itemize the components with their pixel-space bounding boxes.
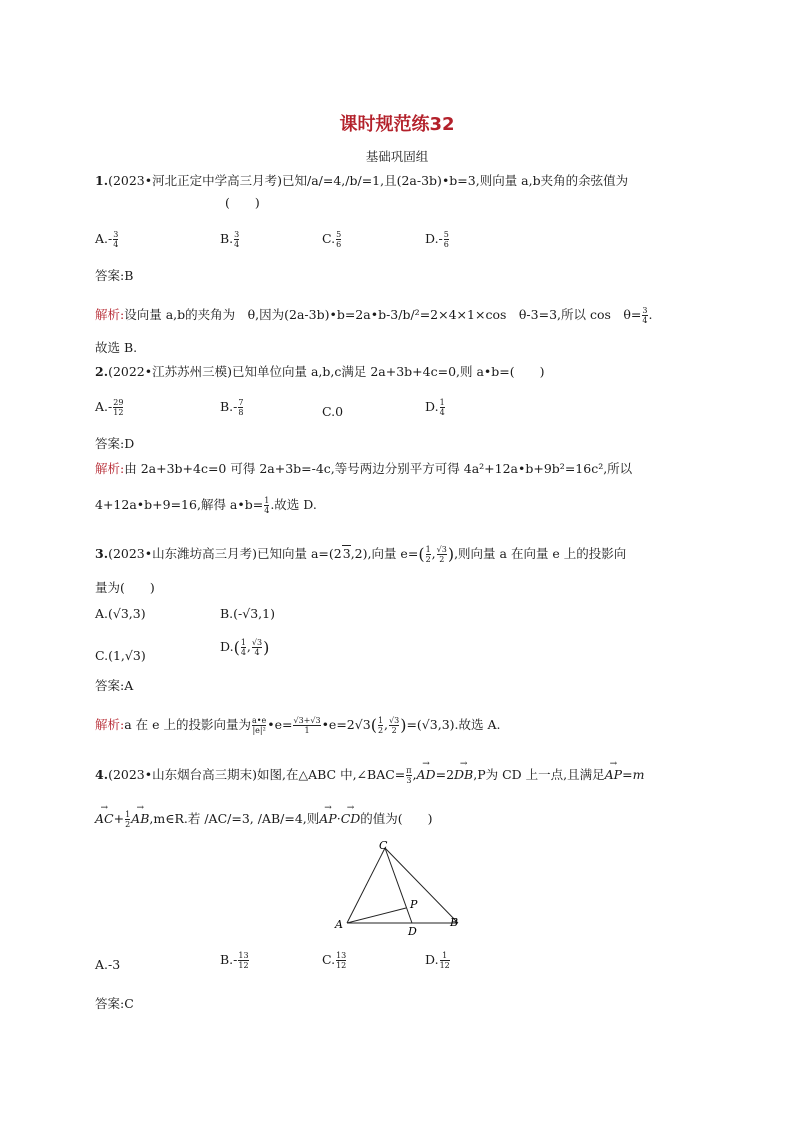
q1-option-d: D.- $\frac{5}{6}$ xyxy=(425,230,449,249)
q2-option-c: C.0 xyxy=(322,404,344,419)
q2-answer: 答案:D xyxy=(95,436,135,451)
page-title: 课时规范练32 xyxy=(339,114,455,135)
q3-option-a: A.(√3,3) xyxy=(95,606,146,621)
q1-blank: ( ) xyxy=(225,195,260,210)
q2-option-a: A.- $\frac{29}{12}$ xyxy=(95,398,124,417)
q4-option-d: D. $\frac{1}{12}$ xyxy=(425,951,450,970)
q1-option-c: C. $\frac{5}{6}$ xyxy=(322,230,342,249)
q4-answer: 答案:C xyxy=(95,996,134,1011)
q1-analysis-conclusion: 故选 B. xyxy=(95,340,138,355)
q1-answer: 答案:B xyxy=(95,268,134,283)
q3-option-d: D.( $\frac{1}{4}$ , $\frac{√3}{4}$ ) xyxy=(220,638,270,657)
q2-option-b: B.- $\frac{7}{8}$ xyxy=(220,398,244,417)
q1-stem: 1.(2023•河北正定中学高三月考)已知/a/=4,/b/=1,且(2a-3b)•b=3,则向量 a,b夹角的余弦值为 xyxy=(95,173,629,188)
q2-stem: 2.(2022•江苏苏州三模)已知单位向量 a,b,c满足 2a+3b+4c=0,则 a•b=( ) xyxy=(95,364,545,379)
label-b: B xyxy=(450,916,459,929)
label-d: D xyxy=(408,925,417,938)
q3-stem-line2: 量为( ) xyxy=(95,580,155,595)
triangle-figure xyxy=(330,838,470,938)
q4-option-b: B.- $\frac{13}{12}$ xyxy=(220,951,249,970)
q3-answer: 答案:A xyxy=(95,678,134,693)
q2-option-d: D. $\frac{1}{4}$ xyxy=(425,398,445,417)
q4-option-a: A.-3 xyxy=(95,957,121,972)
q2-analysis: 解析:由 2a+3b+4c=0 可得 2a+3b=-4c,等号两边分别平方可得 4a²+12a•b+9b²=16c²,所以 xyxy=(95,461,633,476)
q3-analysis: 解析:a 在 e 上的投影向量为 $\frac{a•e}{\text{|e|²}}$ •e= $\frac{√3+√3}{1}$ •e=2√3( $\frac{1}{2}$ , $\frac{√3}{2}$ )=(√3,3).故选 A. xyxy=(95,715,501,735)
label-a: A xyxy=(335,918,343,931)
q1-analysis: 解析:设向量 a,b的夹角为 θ,因为(2a-3b)•b=2a•b-3/b/²=2×4×1×cos θ-3=3,所以 cos θ= $\frac{3}{4}$ . xyxy=(95,306,653,325)
section-title: 基础巩固组 xyxy=(365,149,429,164)
q3-option-c: C.(1,√3) xyxy=(95,648,146,663)
q4-stem-line2: → AC+ $\frac{1}{2}$ → AB,m∈R.若 /AC/=3, /AB/=4,则→ AP·→ CD的值为( ) xyxy=(95,810,433,829)
q3-option-b: B.(-√3,1) xyxy=(220,606,275,621)
q1-option-b: B. $\frac{3}{4}$ xyxy=(220,230,240,249)
label-p: P xyxy=(410,898,418,911)
q1-option-a: A.- $\frac{3}{4}$ xyxy=(95,230,119,249)
q4-stem: 4.(2023•山东烟台高三期末)如图,在△ABC 中,∠BAC= $\frac{\pi}{3}$ ,→ AD=2→ DB,P为 CD 上一点,且满足→ AP=m xyxy=(95,766,644,785)
label-c: C xyxy=(379,839,388,852)
q4-option-c: C. $\frac{13}{12}$ xyxy=(322,951,347,970)
q3-stem: 3.(2023•山东潍坊高三月考)已知向量 a=(23,2),向量 e=( $\frac{1}{2}$ , $\frac{√3}{2}$ ),则向量 a 在向量 e 上的投影向 xyxy=(95,544,627,564)
q2-analysis-line2: 4+12a•b+9=16,解得 a•b= $\frac{1}{4}$ .故选 D. xyxy=(95,496,317,515)
